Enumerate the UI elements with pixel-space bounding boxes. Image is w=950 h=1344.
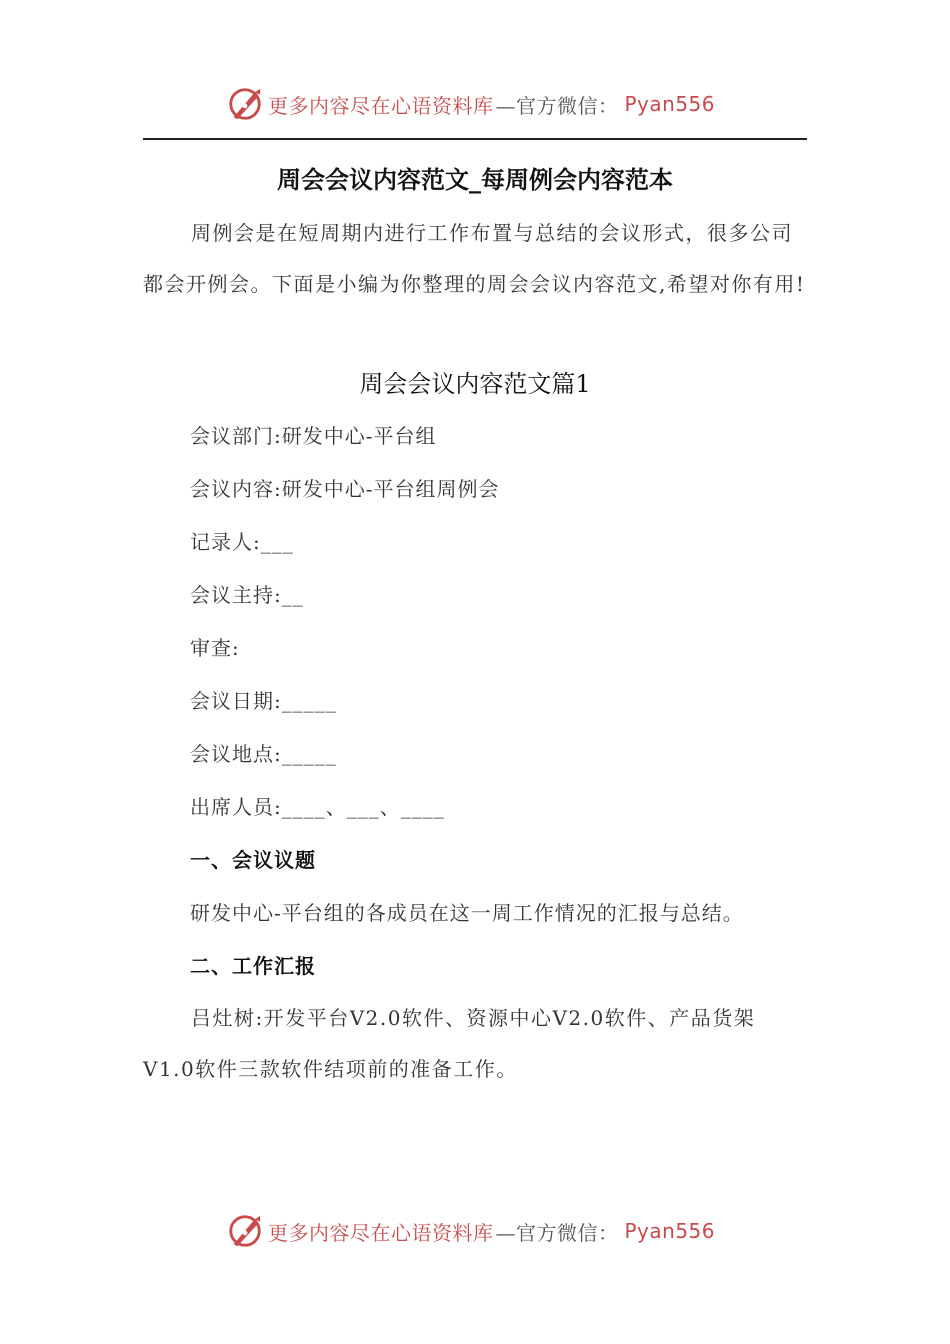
pen-nib-logo-icon	[226, 85, 264, 123]
heading-agenda: 一、会议议题	[190, 848, 316, 872]
pen-nib-logo-icon	[226, 1212, 264, 1250]
intro-paragraph: 周例会是在短周期内进行工作布置与总结的会议形式，很多公司都会开例会。下面是小编为你整理的周会会议内容范文,希望对你有用!	[143, 221, 806, 296]
field-date: 会议日期:_____	[190, 689, 337, 713]
section-title: 周会会议内容范文篇1	[359, 370, 591, 398]
field-recorder: 记录人:___	[190, 530, 294, 554]
agenda-text: 研发中心-平台组的各成员在这一周工作情况的汇报与总结。	[190, 901, 744, 925]
heading-work-report: 二、工作汇报	[190, 954, 316, 978]
banner-official-label: —官方微信：	[495, 93, 619, 118]
field-review: 审查:	[190, 636, 240, 660]
field-attendees: 出席人员:____、___、____	[190, 795, 445, 819]
banner-slogan: 更多内容尽在心语资料库	[268, 93, 494, 118]
banner-wechat-id: Pyan556	[624, 1219, 716, 1243]
header-divider	[143, 138, 807, 140]
field-content: 会议内容:研发中心-平台组周例会	[190, 477, 500, 501]
field-host: 会议主持:__	[190, 583, 304, 607]
banner-slogan: 更多内容尽在心语资料库	[268, 1220, 494, 1245]
header-banner	[0, 82, 950, 126]
footer-banner	[0, 1209, 950, 1253]
document-title: 周会会议内容范文_每周例会内容范本	[277, 166, 673, 194]
field-department: 会议部门:研发中心-平台组	[190, 424, 437, 448]
work-report-paragraph: 吕灶树:开发平台V2.0软件、资源中心V2.0软件、产品货架V1.0软件三款软件结项前的准备工作。	[143, 1006, 756, 1081]
banner-official-label: —官方微信：	[495, 1220, 619, 1245]
field-location: 会议地点:_____	[190, 742, 337, 766]
banner-wechat-id: Pyan556	[624, 92, 716, 116]
